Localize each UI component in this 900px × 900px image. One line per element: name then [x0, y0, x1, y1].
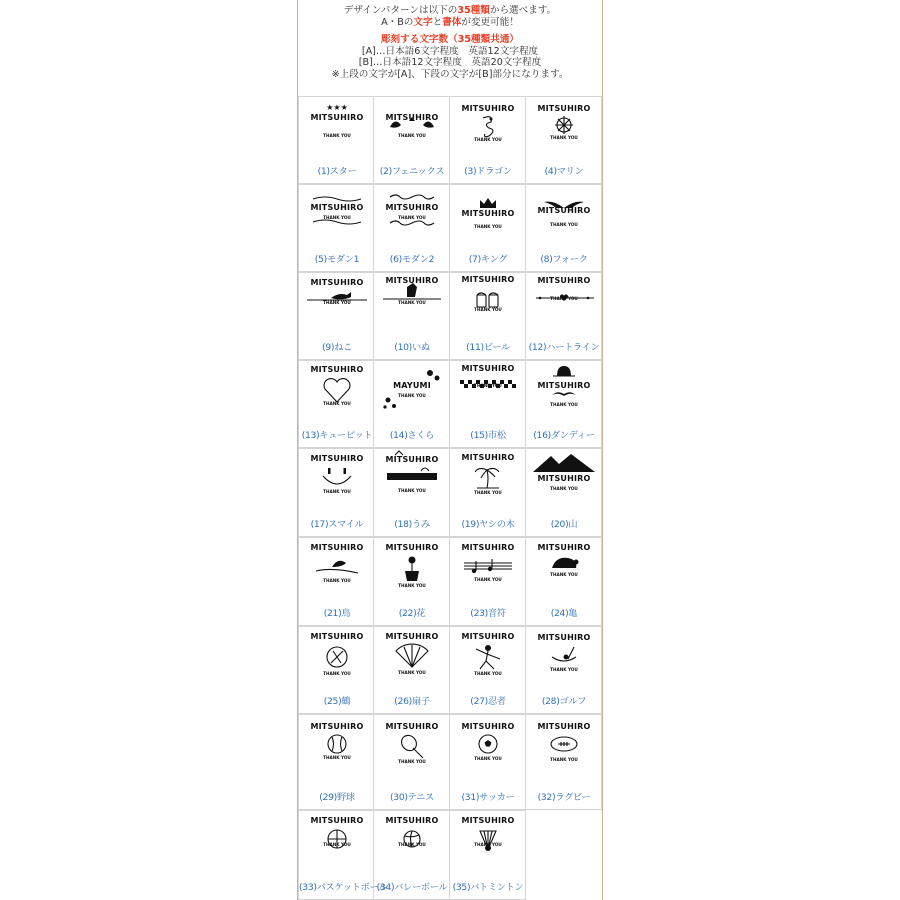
design-cell: [374, 714, 450, 810]
design-cell: [298, 360, 374, 448]
design-cell: [298, 537, 374, 626]
engraving-sub-text: THANK YOU: [323, 489, 351, 494]
design-label: (13)キューピット: [301, 430, 373, 441]
design-cell: [298, 96, 374, 184]
engraving-name-text: MITSUHIRO: [461, 816, 515, 825]
design-label: (23)音符: [470, 608, 506, 619]
engraving-sub-text: THANK YOU: [550, 402, 578, 407]
intro-text: デザインパターンは以下の: [343, 5, 458, 16]
design-cell: [450, 448, 526, 537]
design-cell: [526, 272, 602, 360]
engraving-sub-text: THANK YOU: [474, 490, 502, 495]
engraving-sub-text: THANK YOU: [550, 757, 578, 762]
engraving-sub-text: THANK YOU: [550, 135, 578, 140]
design-label: (19)ヤシの木: [461, 519, 515, 530]
engraving-sub-text: THANK YOU: [323, 215, 351, 220]
design-label: (30)テニス: [390, 792, 434, 803]
design-label: (2)フェニックス: [379, 166, 445, 177]
design-label: (17)スマイル: [310, 519, 364, 530]
engraving-name-text: MITSUHIRO: [310, 454, 364, 463]
engraving-sub-text: THANK YOU: [323, 300, 351, 305]
design-cell: [450, 810, 526, 900]
intro-text: と: [432, 16, 443, 28]
design-cell: [526, 626, 602, 714]
engraving-sub-text: THANK YOU: [398, 759, 426, 764]
engraving-sub-text: THANK YOU: [323, 578, 351, 583]
design-label: (20)山: [550, 519, 578, 530]
design-label: (27)忍者: [470, 696, 506, 707]
engraving-sub-text: THANK YOU: [474, 137, 502, 142]
engraving-name-text: MITSUHIRO: [461, 275, 515, 284]
intro-header: [298, 0, 602, 96]
design-cell: [298, 626, 374, 714]
engraving-name-text: MITSUHIRO: [461, 209, 515, 218]
engraving-name-text: MITSUHIRO: [385, 632, 439, 641]
design-label: (11)ビール: [466, 342, 510, 353]
rule-note: ※上段の文字が[A]、下段の文字が[B]部分になります。: [331, 68, 569, 80]
engraving-sub-text: THANK YOU: [474, 224, 502, 229]
design-cell: [450, 626, 526, 714]
engraving-sub-text: THANK YOU: [323, 842, 351, 847]
design-label: (21)鳥: [323, 608, 351, 619]
engraving-name-text: MITSUHIRO: [537, 722, 591, 731]
engraving-sub-text: THANK YOU: [398, 393, 426, 398]
design-label: (7)キング: [468, 254, 508, 265]
design-cell: [450, 537, 526, 626]
intro-text: から選べます。: [489, 5, 557, 16]
engraving-name-text: MITSUHIRO: [537, 104, 591, 113]
text-highlight: 文字: [413, 16, 433, 28]
svg-text:★★★: ★★★: [326, 103, 348, 112]
basketball-icon: [299, 827, 375, 855]
engraving-title: 彫刻する文字数（35種類共通）: [380, 34, 520, 46]
design-cell: [450, 184, 526, 272]
design-label: (3)ドラゴン: [464, 166, 512, 177]
design-label: (6)モダン2: [389, 254, 435, 265]
design-label: (10)いぬ: [394, 342, 430, 353]
engraving-name-text: MITSUHIRO: [461, 543, 515, 552]
design-label: (31)サッカー: [461, 792, 515, 803]
design-label: (5)モダン1: [314, 254, 360, 265]
engraving-name-text: MITSUHIRO: [385, 816, 439, 825]
engraving-name-text: MITSUHIRO: [385, 113, 439, 122]
design-cell: [450, 272, 526, 360]
engraving-sub-text: THANK YOU: [398, 488, 426, 493]
design-label: (34)バレーボール: [376, 882, 448, 893]
modern-swirl-icon: [374, 193, 450, 231]
design-label: (33)バスケットボール: [299, 882, 388, 893]
engraving-sub-text: THANK YOU: [398, 670, 426, 675]
engraving-name-text: MITSUHIRO: [537, 206, 591, 215]
rule-a: [A]…日本語6文字程度 英語12文字程度: [361, 45, 539, 57]
design-cell: [374, 448, 450, 537]
engraving-name-text: MITSUHIRO: [537, 633, 591, 642]
engraving-name-text: MITSUHIRO: [385, 276, 439, 285]
engraving-name-text: MITSUHIRO: [385, 543, 439, 552]
design-label: (12)ハートライン: [528, 342, 600, 353]
engraving-name-text: MITSUHIRO: [310, 365, 364, 374]
intro-text: A・Bの: [381, 16, 414, 28]
engraving-sub-text: THANK YOU: [550, 486, 578, 491]
design-label: (29)野球: [319, 792, 355, 803]
design-label: (14)さくら: [389, 430, 435, 441]
sakura-icon: [374, 369, 450, 413]
design-cell: [526, 184, 602, 272]
design-label: (25)鶴: [323, 696, 351, 707]
engraving-name-text: MITSUHIRO: [385, 203, 439, 212]
design-label: (16)ダンディー: [533, 430, 595, 441]
design-label: (32)ラグビー: [537, 792, 591, 803]
design-cell: [374, 96, 450, 184]
engraving-sub-text: THANK YOU: [398, 215, 426, 220]
engraving-name-text: MITSUHIRO: [461, 722, 515, 731]
design-label: (4)マリン: [544, 166, 584, 177]
engraving-sub-text: THANK YOU: [550, 296, 578, 301]
rule-b: [B]…日本語12文字程度 英語20文字程度: [358, 57, 542, 69]
design-cell: [298, 810, 388, 900]
engraving-sub-text: THANK YOU: [323, 133, 351, 138]
design-cell: [526, 360, 602, 448]
intro-text: が変更可能！: [461, 16, 519, 28]
engraving-name-text: MITSUHIRO: [537, 543, 591, 552]
engraving-sub-text: THANK YOU: [323, 755, 351, 760]
design-cell: [526, 96, 602, 184]
intro-line-2: [298, 17, 602, 29]
design-cell: [374, 537, 450, 626]
engraving-name-text: MITSUHIRO: [310, 816, 364, 825]
engraving-name-text: MITSUHIRO: [537, 474, 591, 483]
engraving-name-text: MITSUHIRO: [310, 278, 364, 287]
engraving-sub-text: THANK YOU: [398, 133, 426, 138]
design-cell: [526, 448, 602, 537]
design-label: (18)うみ: [394, 519, 430, 530]
engraving-name-text: MITSUHIRO: [537, 381, 591, 390]
engraving-name-text: MITSUHIRO: [461, 453, 515, 462]
engraving-sub-text: THANK YOU: [550, 572, 578, 577]
design-label: (9)ねこ: [322, 342, 352, 353]
engraving-name-text: MITSUHIRO: [310, 543, 364, 552]
design-cell: [374, 810, 450, 900]
engraving-name-text: MITSUHIRO: [310, 632, 364, 641]
font-highlight: 書体: [442, 16, 462, 28]
design-cell: [298, 184, 374, 272]
volleyball-icon: [374, 828, 450, 854]
design-cell: [298, 714, 374, 810]
design-cell: [526, 537, 602, 626]
rugby-icon: [526, 734, 602, 758]
design-label: (15)市松: [470, 430, 506, 441]
design-cell: [374, 626, 450, 714]
design-cell: [450, 360, 526, 448]
design-cell: [298, 448, 374, 537]
count-highlight: 35種類: [457, 5, 490, 16]
engraving-sub-text: THANK YOU: [474, 671, 502, 676]
engraving-name-text: MITSUHIRO: [310, 113, 364, 122]
design-cell: [450, 714, 526, 810]
engraving-sub-text: THANK YOU: [474, 842, 502, 847]
design-label: (28)ゴルフ: [541, 696, 587, 707]
engraving-sub-text: THANK YOU: [474, 307, 502, 312]
engraving-sub-text: THANK YOU: [323, 401, 351, 406]
engraving-sub-text: THANK YOU: [550, 222, 578, 227]
design-label: (35)バトミントン: [452, 882, 524, 893]
modern-ornament-icon: [299, 195, 375, 229]
design-cell: [526, 714, 602, 810]
design-label: (26)扇子: [394, 696, 430, 707]
design-cell: [374, 360, 450, 448]
engraving-name-text: MITSUHIRO: [310, 203, 364, 212]
design-label: (8)フォーク: [540, 254, 588, 265]
fan-icon: [374, 643, 450, 673]
engraving-sub-text: THANK YOU: [550, 667, 578, 672]
engraving-name-text: MITSUHIRO: [385, 722, 439, 731]
engraving-sub-text: THANK YOU: [474, 577, 502, 582]
engraving-sub-text: THANK YOU: [398, 583, 426, 588]
engraving-name-text: MITSUHIRO: [461, 632, 515, 641]
engraving-name-text: MITSUHIRO: [310, 722, 364, 731]
design-label: (24)亀: [550, 608, 578, 619]
engraving-sub-text: THANK YOU: [323, 671, 351, 676]
design-cell: [298, 272, 374, 360]
engraving-name-text: MITSUHIRO: [461, 364, 515, 373]
design-cell: [450, 96, 526, 184]
engraving-sub-text: THANK YOU: [474, 383, 502, 388]
engraving-name-text: MITSUHIRO: [537, 276, 591, 285]
design-pattern-panel: [297, 0, 603, 900]
engraving-name-text: MITSUHIRO: [385, 455, 439, 464]
engraving-sub-text: THANK YOU: [474, 756, 502, 761]
design-label: (1)スター: [317, 166, 357, 177]
design-cell: [374, 184, 450, 272]
intro-line-1: [298, 5, 602, 17]
engraving-name-text: MITSUHIRO: [461, 104, 515, 113]
design-label: (22)花: [398, 608, 426, 619]
engraving-sub-text: THANK YOU: [398, 842, 426, 847]
design-cell: [374, 272, 450, 360]
engraving-sub-text: THANK YOU: [398, 300, 426, 305]
engraving-name-text: MAYUMI: [393, 381, 431, 390]
